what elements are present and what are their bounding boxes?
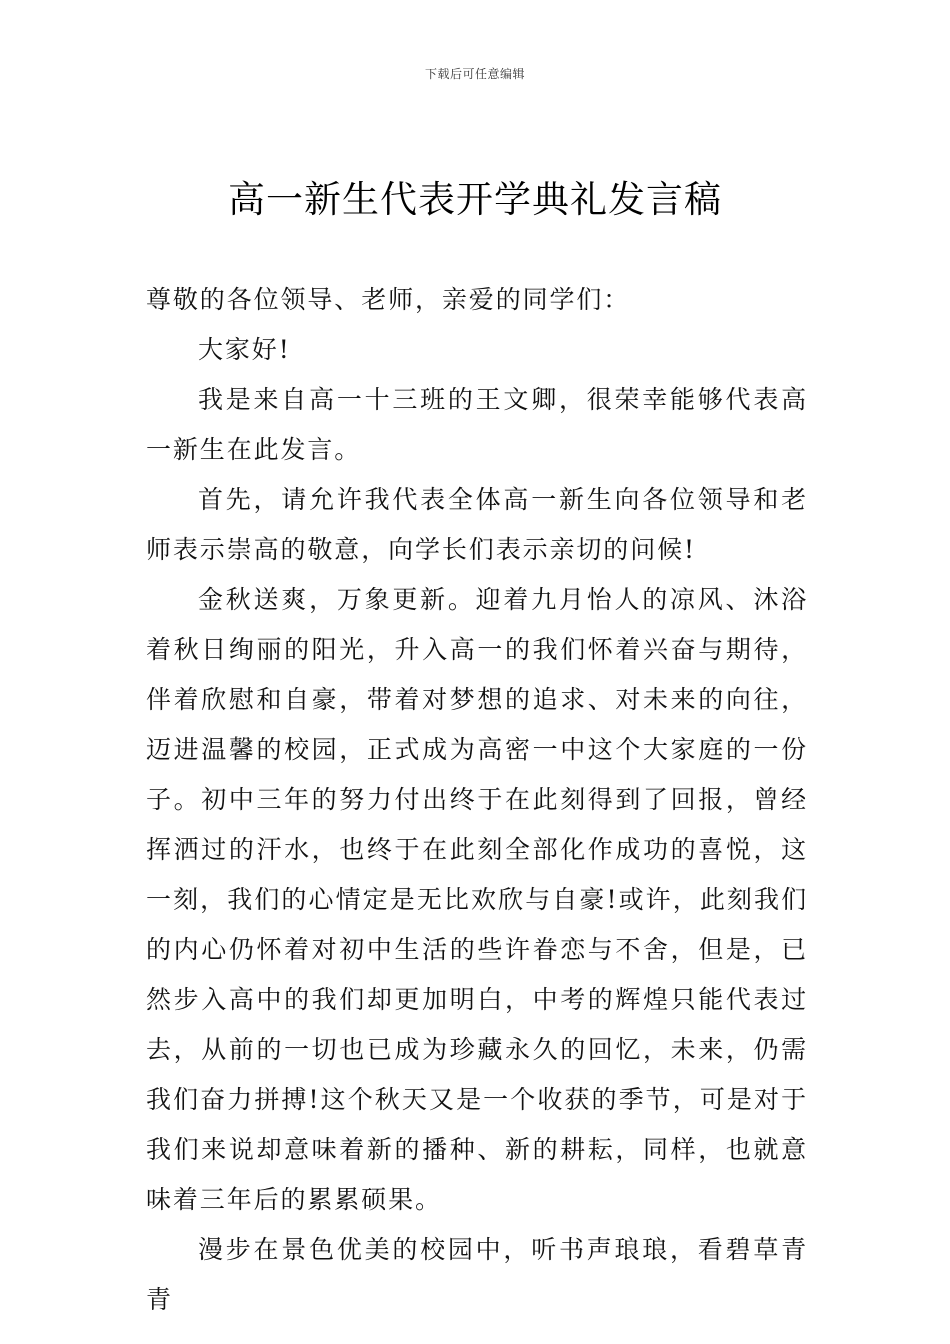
header-note: 下载后可任意编辑 — [424, 67, 525, 81]
autumn-paragraph: 金秋送爽，万象更新。迎着九月怡人的凉风、沐浴着秋日绚丽的阳光，升入高一的我们怀着兴奋与期待，伴着欣慰和自豪，带着对梦想的追求、对未来的向往，迈进温馨的校园，正式成为高密一中这个大家庭的一份子。初中三年的努力付出终于在此刻得到了回报，曾经挥洒过的汗水，也终于在此刻全部化作成功的喜悦，这一刻，我们的心情定是无比欢欣与自豪!或许，此刻我们的内心仍怀着对初中生活的些许眷恋与不舍，但是，已然步入高中的我们却更加明白，中考的辉煌只能代表过去，从前的一切也已成为珍藏永久的回忆，未来，仍需我们奋力拼搏!这个秋天又是一个收获的季节，可是对于我们来说却意味着新的播种、新的耕耘，同样，也就意味着三年后的累累硕果。 — [146, 585, 808, 1214]
document-body — [146, 275, 808, 1325]
greeting-paragraph: 大家好! — [198, 335, 291, 364]
intro-paragraph: 我是来自高一十三班的王文卿，很荣幸能够代表高一新生在此发言。 — [146, 385, 808, 464]
salutation-paragraph: 尊敬的各位领导、老师，亲爱的同学们： — [146, 285, 631, 314]
document-title: 高一新生代表开学典礼发言稿 — [228, 178, 722, 221]
campus-paragraph: 漫步在景色优美的校园中，听书声琅琅，看碧草青青 — [146, 1235, 808, 1314]
respect-paragraph: 首先，请允许我代表全体高一新生向各位领导和老师表示崇高的敬意，向学长们表示亲切的问候! — [146, 485, 808, 564]
